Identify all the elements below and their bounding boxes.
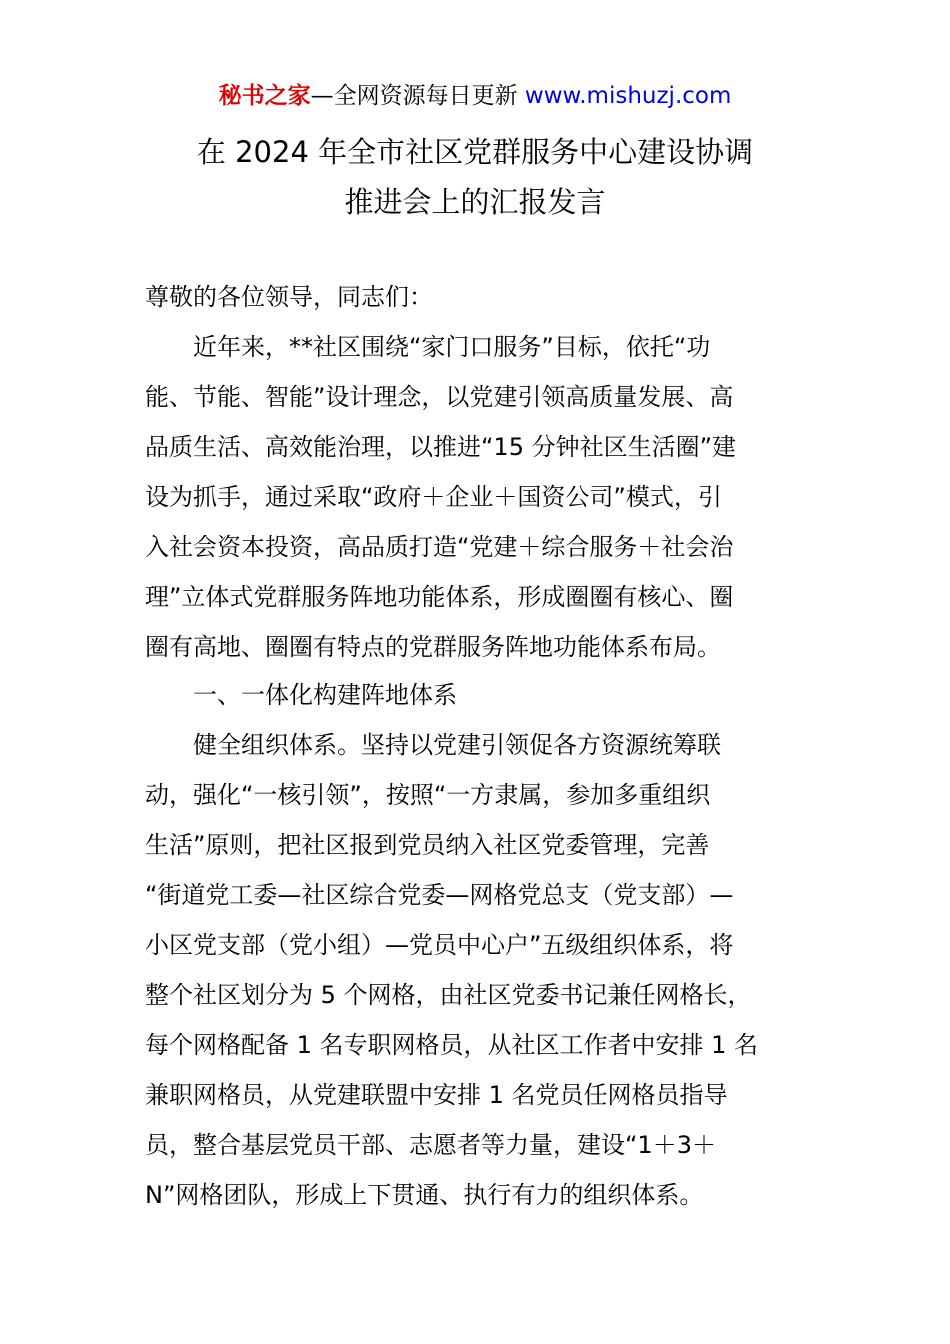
paragraph-line: 生活”原则，把社区报到党员纳入社区党委管理，完善 [145, 831, 710, 859]
paragraph-line: 入社会资本投资，高品质打造“党建＋综合服务＋社会治 [145, 533, 734, 561]
paragraph-line: 理”立体式党群服务阵地功能体系，形成圈圈有核心、圈 [145, 583, 734, 611]
paragraph-organization [145, 720, 809, 1220]
paragraph-line: 动，强化“一核引领”，按照“一方隶属，参加多重组织 [145, 781, 711, 809]
paragraph-line: 健全组织体系。坚持以党建引领促各方资源统筹联 [145, 731, 721, 759]
paragraph-intro [145, 322, 809, 672]
paragraph-line: 近年来，**社区围绕“家门口服务”目标，依托“功 [145, 333, 711, 361]
paragraph-line: 整个社区划分为 5 个网格，由社区党委书记兼任网格长， [145, 981, 752, 1009]
brand-name: 秘书之家 [218, 83, 311, 109]
paragraph-line: 员，整合基层党员干部、志愿者等力量，建设“1＋3＋ [145, 1131, 716, 1159]
paragraph-line: 每个网格配备 1 名专职网格员，从社区工作者中安排 1 名 [145, 1031, 759, 1059]
salutation [145, 272, 809, 322]
document-title-line-2: 推进会上的汇报发言 [344, 185, 606, 219]
site-url-link[interactable]: www.mishuzj.com [524, 83, 732, 109]
section-heading [145, 670, 809, 720]
salutation-text: 尊敬的各位领导，同志们： [145, 283, 433, 311]
paragraph-line: 兼职网格员，从党建联盟中安排 1 名党员任网格员指导 [145, 1081, 728, 1109]
paragraph-line: 圈有高地、圈圈有特点的党群服务阵地功能体系布局。 [145, 633, 721, 661]
paragraph-line: 品质生活、高效能治理，以推进“15 分钟社区生活圈”建 [145, 433, 737, 461]
section-heading-text: 一、一体化构建阵地体系 [145, 681, 457, 709]
document-title-line-1: 在 2024 年全市社区党群服务中心建设协调 [196, 135, 754, 169]
paragraph-line: 小区党支部（党小组）—党员中心户”五级组织体系，将 [145, 931, 734, 959]
paragraph-line: 能、节能、智能”设计理念，以党建引领高质量发展、高 [145, 383, 734, 411]
paragraph-line: N”网格团队，形成上下贯通、执行有力的组织体系。 [145, 1181, 704, 1209]
site-header [0, 80, 950, 112]
site-slogan: —全网资源每日更新 [310, 83, 518, 109]
paragraph-line: “街道党工委—社区综合党委—网格党总支（党支部）— [145, 881, 734, 909]
paragraph-line: 设为抓手，通过采取“政府＋企业＋国资公司”模式，引 [145, 483, 722, 511]
